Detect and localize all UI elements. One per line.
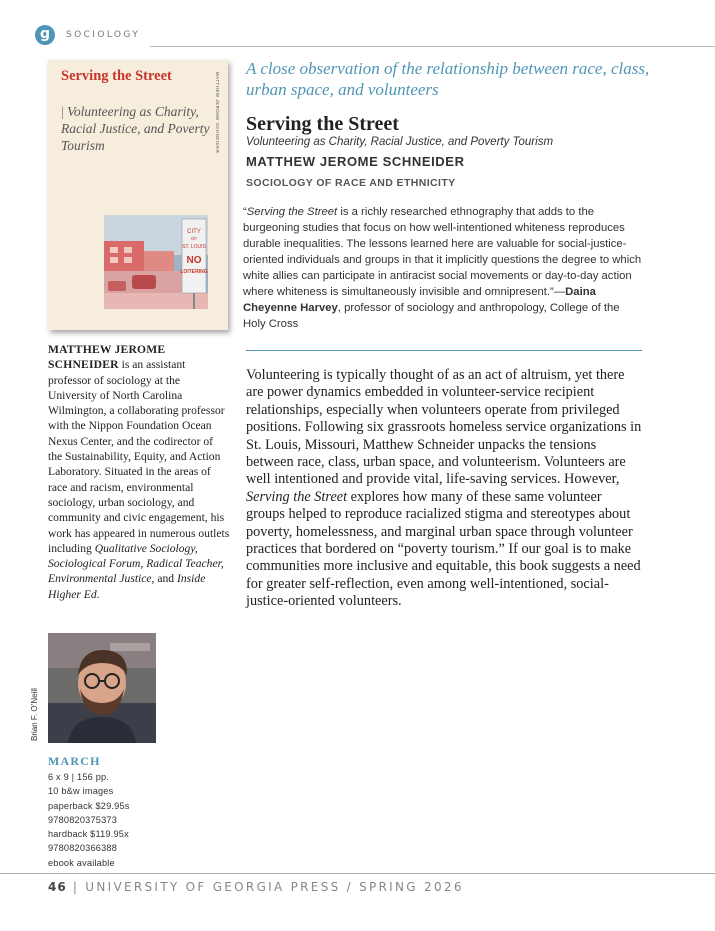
footer-text: | UNIVERSITY OF GEORGIA PRESS / SPRING 2026 (72, 880, 464, 894)
detail-ebook: ebook available (48, 857, 115, 868)
bio-author-name: MATTHEW JEROME SCHNEIDER (48, 343, 166, 372)
sign-of: OF (190, 236, 198, 241)
bio-last-outlet: Inside Higher Ed (48, 572, 206, 601)
blurb-open-quote: “ (243, 206, 247, 218)
detail-hardback-price: hardback $119.95x (48, 829, 129, 840)
tagline: A close observation of the relationship between race, class, urban space, and volunteers (246, 59, 650, 99)
header-divider (150, 46, 715, 47)
detail-images: 10 b&w images (48, 786, 114, 797)
bio-outlets: Qualitative Sociology, Sociological Forum, Radical Teacher, Environmental Justice, (48, 541, 224, 586)
author-photo (48, 633, 156, 743)
section-label: SOCIOLOGY (66, 30, 141, 40)
detail-hardback-isbn: 9780820366388 (48, 843, 118, 854)
sign-no: NO (186, 255, 202, 266)
blurb-title-ref: Serving the Street (246, 206, 338, 218)
bio-text: is an assistant professor of sociology at the University of North Carolina Wilmington, a collaborating professor with the Nippon Foundation Ocean Nexus Center, and the codirector of the Sustainability, Equity, and Action Laboratory. Situated in the areas of race and racism, environmental sociology, urban sociology, and community and civic engagement, his work has appeared in numerous outlets including (48, 358, 230, 555)
detail-paperback-isbn: 9780820375373 (48, 814, 118, 825)
book-series: SOCIOLOGY OF RACE AND ETHNICITY (246, 177, 456, 189)
cover-subtitle (61, 103, 211, 154)
sign-city: CITY (187, 229, 201, 235)
cover-spine-label: MATTHEW JEROME SCHNEIDER (215, 72, 220, 154)
page-number: 46 (48, 880, 67, 894)
author-bio (48, 342, 230, 602)
cover-subtitle-text: Volunteering as Charity, Racial Justice, and Poverty Tourism (61, 104, 210, 153)
cover-spine-text (211, 72, 221, 162)
book-description (246, 367, 642, 611)
press-logo-icon: g (35, 25, 55, 45)
blurb-divider (246, 350, 642, 351)
description-part2: explores how many of these same volunteer groups helped to reproduce racialized stigma and stereotypes about poverty, homelessness, and marginal urban space through volunteer practices that bordered on “poverty tourism.” If our goal is to make communities more inclusive and equitable, this book suggests a need for greater self-reflection, even among well-intentioned, social-justice-oriented volunteers. (246, 488, 641, 610)
publication-details (48, 770, 130, 870)
photo-credit: Brian F. O’Neill (30, 688, 39, 741)
endorsement-blurb (243, 204, 643, 332)
bio-and: and (154, 572, 178, 586)
sign-st-louis: ST. LOUIS (182, 244, 206, 250)
detail-paperback-price: paperback $29.95s (48, 800, 130, 811)
detail-trim-pages: 6 x 9 | 156 pp. (48, 772, 110, 782)
blurb-attribution-name: Daina Cheyenne Harvey (243, 286, 596, 314)
blurb-text: is a richly researched ethnography that adds to the burgeoning studies that focus on how well-intentioned whiteness reproduces durable inequalities. The lessons learned here are valuable for social-justice-oriented individuals and groups in that it implicitly questions the degree to which white allies can participate in antiracist social movements or day-to-day action where whiteness is simultaneously invisible and omnipresent.”— (243, 206, 642, 298)
book-cover (48, 60, 228, 330)
book-subtitle: Volunteering as Charity, Racial Justice, and Poverty Tourism (246, 136, 554, 148)
cover-street-photo (104, 215, 208, 309)
description-title-ref: Serving the Street (246, 488, 348, 505)
bio-end: . (96, 587, 100, 601)
description-part1: Volunteering is typically thought of as an act of altruism, yet there are power dynamics embedded in volunteer-service recipient relationships, especially when volunteers operate from privileged positions. Following six grassroots homeless service organizations in St. Louis, Missouri, Matthew Schneider unpacks the tensions between race, class, urban space, and volunteerism. Volunteers are well intentioned and provide vital, life-saving services. However, (246, 367, 642, 488)
footer-divider (0, 873, 715, 874)
blurb-attribution-rest: , professor of sociology and anthropology, College of the Holy Cross (243, 302, 620, 330)
cover-separator: | (61, 104, 64, 119)
footer (48, 880, 464, 894)
publication-month: MARCH (48, 754, 101, 768)
book-title: Serving the Street (246, 113, 399, 135)
cover-title: Serving the Street (61, 68, 172, 84)
sign-loitering: LOITERING (180, 269, 208, 275)
book-author: MATTHEW JEROME SCHNEIDER (246, 154, 465, 169)
